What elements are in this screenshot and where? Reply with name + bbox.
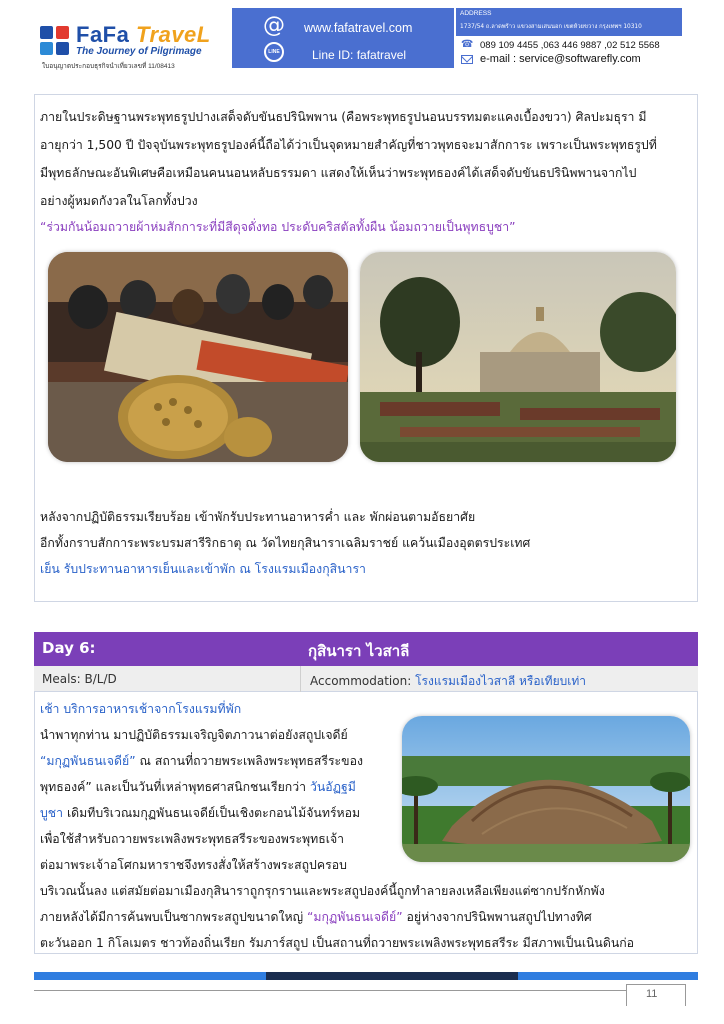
day6-line-4: บูชา เดิมทีบริเวณมกุฏพันธนเจดีย์เป็นเชิงตะกอนไม้จันทร์หอม xyxy=(40,806,361,820)
ramabhar-stupa-photo xyxy=(402,716,690,862)
after-line-2: อีกทั้งกราบสักการะพระบรมสารีริกธาตุ ณ วัดไทยกุสินาราเฉลิมราชย์ แคว้นเมืองอุตตรประเทศ xyxy=(40,536,531,550)
day-route: กุสินารา ไวสาลี xyxy=(308,642,410,660)
line-id: Line ID: fafatravel xyxy=(312,48,407,62)
day6-wide-line-1: บริเวณนั้นลง แต่สมัยต่อมาเมืองกุสินาราถูกรุกรานและพระสถูปองค์นี้ถูกทำลายลงเหลือเพียงแต่ซากปรักหักพัง xyxy=(40,884,605,898)
address-text: 1737/54 ถ.ลาดพร้าว แขวงสามเสนนอก เขตห้วยขวาง กรุงเทพฯ 10310 xyxy=(460,24,642,30)
morning-note: เช้า บริการอาหารเช้าจากโรงแรมที่พัก xyxy=(40,702,242,716)
address-strip xyxy=(456,8,682,36)
phone-icon: ☎ xyxy=(461,39,474,50)
brand-name: FaFa TraveL xyxy=(76,22,211,47)
phone-numbers: 089 109 4455 ,063 446 9887 ,02 512 5568 xyxy=(480,40,660,51)
day6-line-1: นำพาทุกท่าน มาปฏิบัติธรรมเจริญจิตภาวนาต่อยังสถูปเจดีย์ xyxy=(40,728,348,742)
logo-mark-icon xyxy=(40,26,70,56)
day6-line-3: พุทธองค์” และเป็นวันที่เหล่าพุทธศาสนิกชนเรียกว่า วันอัฏฐมี xyxy=(40,780,356,794)
accommodation-info xyxy=(310,672,586,691)
day6-wide-line-2: ภายหลังได้มีการค้นพบเป็นซากพระสถูปขนาดใหญ่ “มกุฏพันธนเจดีย์” อยู่ห่างจากปรินิพพานสถูปไปทางทิศ xyxy=(40,910,592,924)
after-line-1: หลังจากปฏิบัติธรรมเรียบร้อย เข้าพักรับประทานอาหารค่ำ และ พักผ่อนตามอัธยาศัย xyxy=(40,510,476,524)
body-line-1: ภายในประดิษฐานพระพุทธรูปปางเสด็จดับขันธปรินิพพาน (คือพระพุทธรูปนอนบรรทมตะแคงเบื้องขวา) ศิลปะมธุรา มี xyxy=(40,110,647,124)
accommodation-label: Accommodation: xyxy=(310,674,412,688)
body-line-4: อย่างผู้หมดกังวลในโลกทั้งปวง xyxy=(40,194,198,208)
brand-tagline: The Journey of Pilgrimage xyxy=(76,46,202,57)
website-link[interactable]: www.fafatravel.com xyxy=(304,21,413,35)
festival-name-part2: บูชา xyxy=(40,806,64,820)
stupa-name-highlight: “มกุฏพันธนเจดีย์” xyxy=(40,754,136,768)
day6-wide-line-3: ตะวันออก 1 กิโลเมตร ชาวท้องถิ่นเรียก รัมภาร์สถูป เป็นสถานที่ถวายพระเพลิงพระพุทธสรีระ มีสภาพเป็นเนินดินก่อ xyxy=(40,936,635,950)
body-line-2: อายุกว่า 1,500 ปี ปัจจุบันพระพุทธรูปองค์นี้ถือได้ว่าเป็นจุดหมายสำคัญที่ชาวพุทธจะมาสักการะ เพราะเป็นพระพุทธรูปที่ xyxy=(40,138,657,152)
stupa-name-inline: “มกุฏพันธนเจดีย์” xyxy=(307,910,403,924)
day6-line-5: เพื่อใช้สำหรับถวายพระเพลิงพระพุทธสรีระของพระพุทธเจ้า xyxy=(40,832,345,846)
company-logo xyxy=(6,8,228,68)
license-number: ใบอนุญาตประกอบธุรกิจนำเที่ยวเลขที่ 11/08413 xyxy=(42,63,175,70)
evening-note: เย็น รับประทานอาหารเย็นและเข้าพัก ณ โรงแรมเมืองกุสินารา xyxy=(40,562,366,576)
mail-icon xyxy=(461,55,473,64)
reclining-buddha-photo xyxy=(48,252,348,462)
meals-accommodation-row xyxy=(34,666,698,692)
header-banner xyxy=(0,0,724,70)
body-line-3: มีพุทธลักษณะอันพิเศษคือเหมือนคนนอนหลับธรรมดา แสดงให้เห็นว่าพระพุทธองค์ได้เสด็จดับขันธปรินิพพานจากไป xyxy=(40,166,637,180)
footer-bar-accent xyxy=(266,972,518,980)
day6-line-6: ต่อมาพระเจ้าอโศกมหาราชจึงทรงสั่งให้สร้างพระสถูปครอบ xyxy=(40,858,347,872)
day6-header xyxy=(34,632,698,666)
page-number: 11 xyxy=(646,988,658,1000)
festival-name-part1: วันอัฏฐมี xyxy=(310,780,356,794)
accommodation-value: โรงแรมเมืองไวสาลี หรือเทียบเท่า xyxy=(415,674,586,688)
parinirvana-stupa-photo xyxy=(360,252,676,462)
address-panel xyxy=(456,8,682,68)
line-app-icon: LINE xyxy=(264,42,284,62)
meal-separator xyxy=(300,666,301,692)
offering-quote: “ร่วมกันน้อมถวายผ้าห่มสักการะที่มีสีดุจดั่งทอ ประดับคริสตัลทั้งผืน น้อมถวายเป็นพุทธบูชา” xyxy=(40,220,516,234)
address-title: ADDRESS xyxy=(460,10,492,17)
contact-web-panel xyxy=(232,8,454,68)
at-icon: @ xyxy=(263,13,285,38)
day6-line-2: “มกุฏพันธนเจดีย์” ณ สถานที่ถวายพระเพลิงพระพุทธสรีระของ xyxy=(40,754,363,768)
email-address[interactable]: e-mail : service@softwarefly.com xyxy=(480,53,641,65)
footer-rule xyxy=(34,990,626,991)
meals-label: Meals: B/L/D xyxy=(42,672,117,686)
day-label: Day 6: xyxy=(42,639,96,657)
